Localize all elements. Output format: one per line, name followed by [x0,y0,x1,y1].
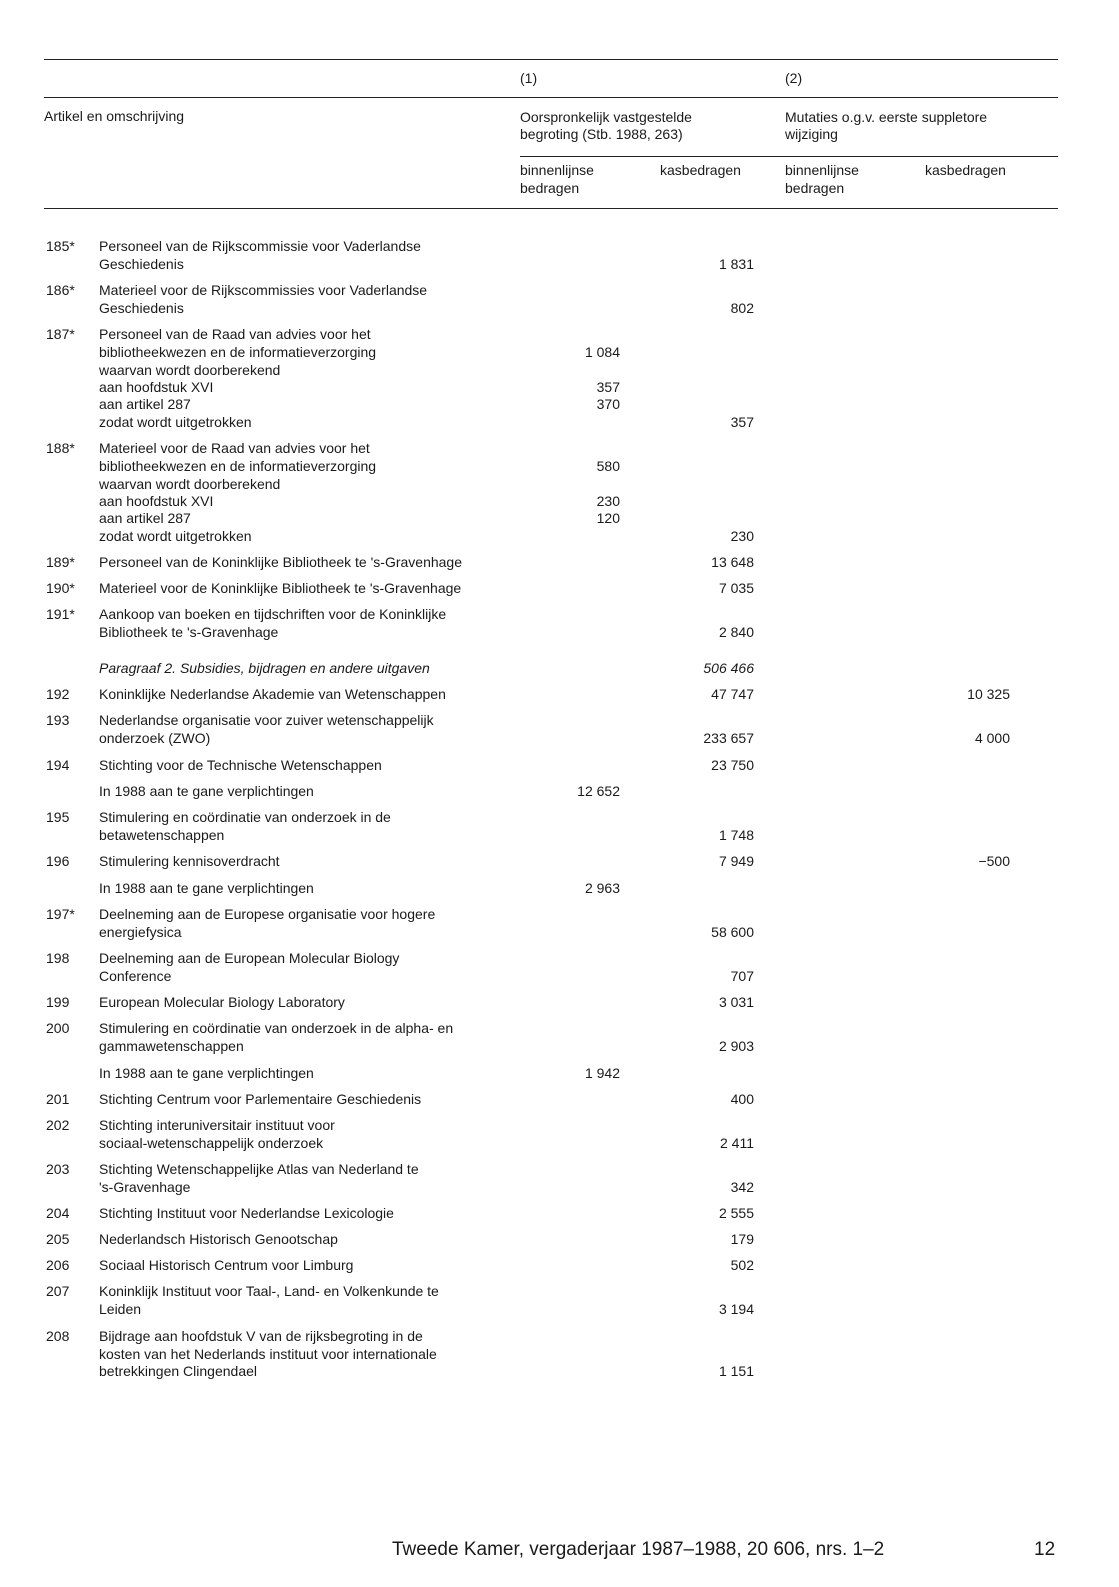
article-description: Deelneming aan de European Molecular Biology Conference [99,950,400,984]
kasbedrag: 3 031 [718,994,754,1010]
article-number: 202 [46,1117,70,1133]
mutatie-kasbedrag: −500 [978,853,1010,869]
binnenlijnse-bedrag: 2 963 [584,880,620,896]
kasbedrag: 23 750 [711,757,754,773]
article-number: 190* [46,580,75,596]
col2-binnenlijnse-line2: bedragen [785,180,845,196]
article-description: Sociaal Historisch Centrum voor Limburg [99,1257,354,1273]
article-description: zodat wordt uitgetrokken [99,528,252,544]
article-number: 204 [46,1205,70,1221]
article-description: Bijdrage aan hoofdstuk V van de rijksbegroting in de kosten van het Nederlands instituut voor internationale betrekkingen Clingendael [99,1328,437,1380]
col2-kasbedragen: kasbedragen [925,162,1006,178]
binnenlijnse-bedrag: 370 [596,396,620,412]
article-number: 201 [46,1091,70,1107]
article-description: Stichting voor de Technische Wetenschappen [99,757,382,773]
kasbedrag: 47 747 [711,686,754,702]
article-description: Deelneming aan de Europese organisatie voor hogere energiefysica [99,906,436,940]
article-description: Stichting Centrum voor Parlementaire Geschiedenis [99,1091,422,1107]
article-description: Materieel voor de Rijkscommissies voor Vaderlandse Geschiedenis [99,282,428,316]
article-description: Nederlandse organisatie voor zuiver wetenschappelijk onderzoek (ZWO) [99,712,434,746]
article-number: 195 [46,809,70,825]
kasbedrag: 357 [730,414,754,430]
article-number: 208 [46,1328,70,1344]
kasbedrag: 342 [730,1178,754,1195]
article-number: 197* [46,906,75,922]
article-description: Stichting interuniversitair instituut voor sociaal-wetenschappelijk onderzoek [99,1117,335,1151]
kasbedrag: 707 [730,967,754,984]
article-number: 185* [46,238,75,254]
binnenlijnse-bedrag: 1 942 [584,1065,620,1081]
kasbedrag: 2 555 [718,1205,754,1221]
kasbedrag: 1 831 [718,255,754,272]
kasbedrag: 400 [730,1091,754,1107]
article-description: In 1988 aan te gane verplichtingen [99,880,314,896]
kasbedrag: 2 411 [720,1134,754,1151]
kasbedrag: 230 [730,528,754,544]
article-description: In 1988 aan te gane verplichtingen [99,783,314,799]
article-description: Koninklijk Instituut voor Taal-, Land- en Volkenkunde te Leiden [99,1283,439,1317]
kasbedrag: 1 151 [718,1363,754,1380]
article-description: Stimulering en coördinatie van onderzoek in de alpha- en gammawetenschappen [99,1020,454,1054]
article-description: waarvan wordt doorberekend [99,362,281,378]
mutatie-kasbedrag: 10 325 [967,686,1010,702]
kasbedrag: 506 466 [703,660,754,676]
article-number: 187* [46,326,75,342]
page-number: 12 [1034,1539,1056,1560]
mutatie-kasbedrag: 4 000 [974,729,1010,746]
article-description: Stimulering kennisoverdracht [99,853,280,869]
binnenlijnse-bedrag: 230 [596,493,620,509]
kasbedrag: 802 [730,299,754,316]
article-description: Koninklijke Nederlandse Akademie van Wetenschappen [99,686,446,702]
article-number: 206 [46,1257,70,1273]
col2-title-line2: wijziging [785,126,838,142]
kasbedrag: 3 194 [718,1300,754,1317]
kasbedrag: 58 600 [711,923,754,940]
kasbedrag: 7 035 [718,580,754,596]
article-description: Materieel voor de Koninklijke Bibliotheek te 's-Gravenhage [99,580,462,596]
article-description: Aankoop van boeken en tijdschriften voor de Koninklijke Bibliotheek te 's-Gravenhage [99,606,447,640]
article-number: 200 [46,1020,70,1036]
col2-title-line1: Mutaties o.g.v. eerste suppletore [785,109,988,125]
article-number: 192 [46,686,70,702]
kasbedrag: 1 748 [718,826,754,843]
article-number: 194 [46,757,70,773]
col1-title-line1: Oorspronkelijk vastgestelde [520,109,692,125]
article-number: 193 [46,712,70,728]
article-number: 189* [46,554,75,570]
binnenlijnse-bedrag: 12 652 [577,783,620,799]
kasbedrag: 233 657 [703,729,754,746]
kasbedrag: 2 840 [718,623,754,640]
article-description: aan hoofdstuk XVI [99,493,214,509]
kasbedrag: 13 648 [711,554,754,570]
article-description: aan artikel 287 [99,396,191,412]
article-number: 207 [46,1283,70,1299]
article-number: 198 [46,950,70,966]
footer-citation: Tweede Kamer, vergaderjaar 1987–1988, 20 606, nrs. 1–2 [392,1539,885,1560]
article-description: Stichting Instituut voor Nederlandse Lexicologie [99,1205,394,1221]
binnenlijnse-bedrag: 120 [596,510,620,526]
binnenlijnse-bedrag: 1 084 [584,343,620,360]
article-description: Paragraaf 2. Subsidies, bijdragen en andere uitgaven [99,660,430,676]
article-description: aan artikel 287 [99,510,191,526]
article-description: Personeel van de Raad van advies voor het bibliotheekwezen en de informatieverzorging [99,326,377,360]
col1-binnenlijnse-line1: binnenlijnse [520,162,594,178]
col1-title-line2: begroting (Stb. 1988, 263) [520,126,683,142]
artikel-label: Artikel en omschrijving [44,108,185,124]
article-number: 191* [46,606,75,622]
article-description: Stimulering en coördinatie van onderzoek in de betawetenschappen [99,809,391,843]
col2-binnenlijnse-line1: binnenlijnse [785,162,859,178]
article-description: Personeel van de Rijkscommissie voor Vaderlandse Geschiedenis [99,238,421,272]
article-description: zodat wordt uitgetrokken [99,414,252,430]
article-description: Materieel voor de Raad van advies voor het bibliotheekwezen en de informatieverzorging [99,440,377,474]
article-number: 205 [46,1231,70,1247]
article-description: Personeel van de Koninklijke Bibliotheek te 's-Gravenhage [99,554,463,570]
col1-kasbedragen: kasbedragen [660,162,741,178]
article-description: aan hoofdstuk XVI [99,379,214,395]
kasbedrag: 179 [730,1231,754,1247]
col2-number: (2) [785,70,803,86]
binnenlijnse-bedrag: 580 [596,457,620,474]
col1-binnenlijnse-line2: bedragen [520,180,580,196]
article-number: 186* [46,282,75,298]
article-number: 199 [46,994,70,1010]
article-number: 188* [46,440,75,456]
article-description: Nederlandsch Historisch Genootschap [99,1231,338,1247]
article-description: In 1988 aan te gane verplichtingen [99,1065,314,1081]
article-description: European Molecular Biology Laboratory [99,994,345,1010]
article-number: 203 [46,1161,70,1177]
kasbedrag: 7 949 [718,853,754,869]
article-number: 196 [46,853,70,869]
kasbedrag: 2 903 [718,1037,754,1054]
kasbedrag: 502 [730,1257,754,1273]
col1-number: (1) [520,70,538,86]
article-description: waarvan wordt doorberekend [99,476,281,492]
article-description: Stichting Wetenschappelijke Atlas van Nederland te 's-Gravenhage [99,1161,419,1195]
binnenlijnse-bedrag: 357 [596,379,620,395]
